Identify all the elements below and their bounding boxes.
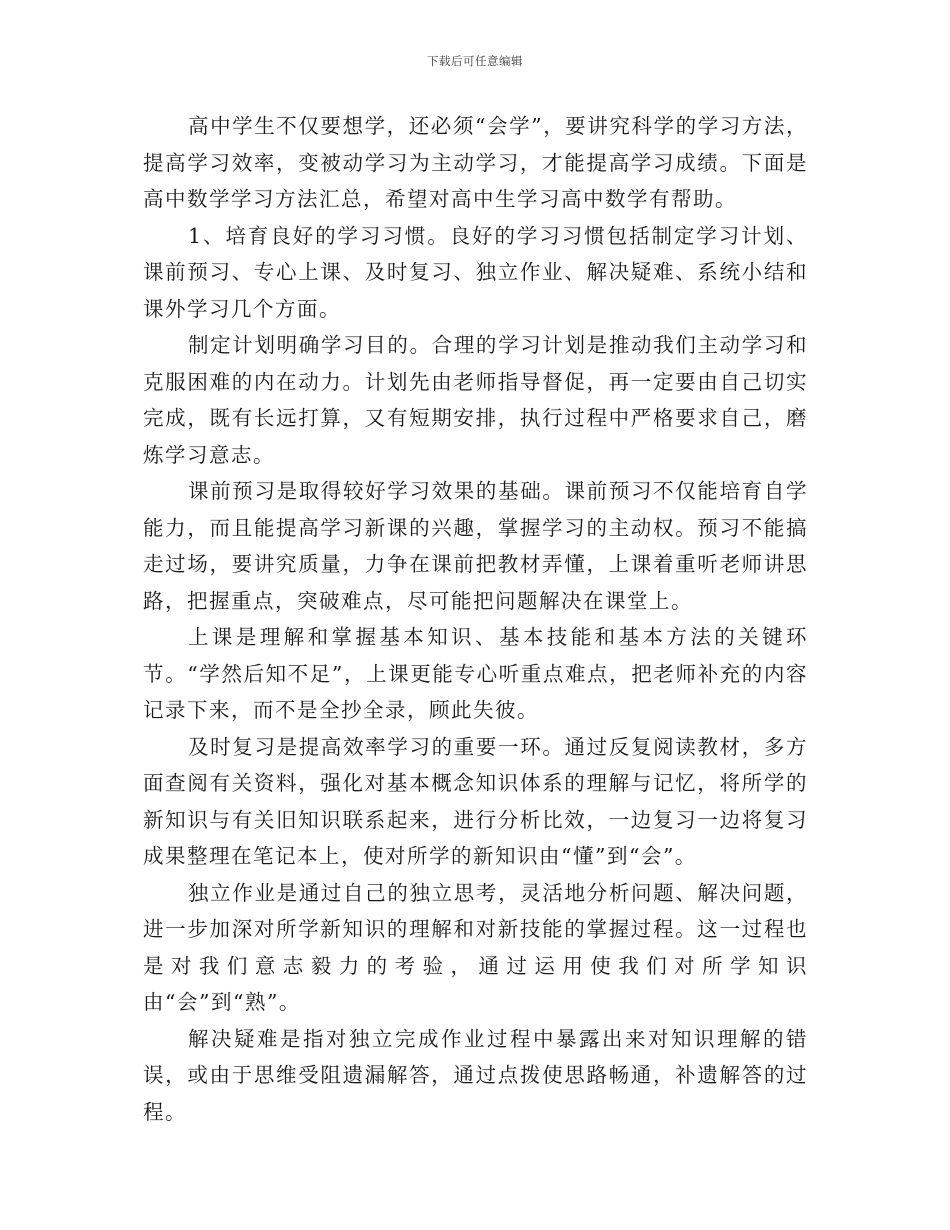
header-note: 下载后可任意编辑 xyxy=(427,54,523,68)
paragraph: 及时复习是提高效率学习的重要一环。通过反复阅读教材，多方面查阅有关资料，强化对基本概念知识体系的理解与记忆，将所学的新知识与有关旧知识联系起来，进行分析比效，一边复习一边将复习成果整理在笔记本上，使对所学的新知识由“懂”到“会”。 xyxy=(143,734,808,868)
document-body xyxy=(143,108,808,1130)
paragraph: 1、培育良好的学习习惯。良好的学习习惯包括制定学习计划、课前预习、专心上课、及时复习、独立作业、解决疑难、系统小结和课外学习几个方面。 xyxy=(143,223,808,321)
paragraph: 独立作业是通过自己的独立思考，灵活地分析问题、解决问题，进一步加深对所学新知识的理解和对新技能的掌握过程。这一过程也是对我们意志毅力的考验，通过运用使我们对所学知识由“会”到“熟”。 xyxy=(143,880,808,1014)
paragraph: 课前预习是取得较好学习效果的基础。课前预习不仅能培育自学能力，而且能提高学习新课的兴趣，掌握学习的主动权。预习不能搞走过场，要讲究质量，力争在课前把教材弄懂，上课着重听老师讲思路，把握重点，突破难点，尽可能把问题解决在课堂上。 xyxy=(143,479,808,613)
paragraph: 解决疑难是指对独立完成作业过程中暴露出来对知识理解的错误，或由于思维受阻遗漏解答，通过点拨使思路畅通，补遗解答的过程。 xyxy=(143,1026,808,1124)
paragraph: 高中学生不仅要想学，还必须“会学”，要讲究科学的学习方法，提高学习效率，变被动学习为主动学习，才能提高学习成绩。下面是高中数学学习方法汇总，希望对高中生学习高中数学有帮助。 xyxy=(143,114,808,211)
paragraph: 上课是理解和掌握基本知识、基本技能和基本方法的关键环节。“学然后知不足”，上课更能专心听重点难点，把老师补充的内容记录下来，而不是全抄全录，顾此失彼。 xyxy=(143,625,808,722)
paragraph: 制定计划明确学习目的。合理的学习计划是推动我们主动学习和克服困难的内在动力。计划先由老师指导督促，再一定要由自己切实完成，既有长远打算，又有短期安排，执行过程中严格要求自己，磨炼学习意志。 xyxy=(143,333,808,467)
